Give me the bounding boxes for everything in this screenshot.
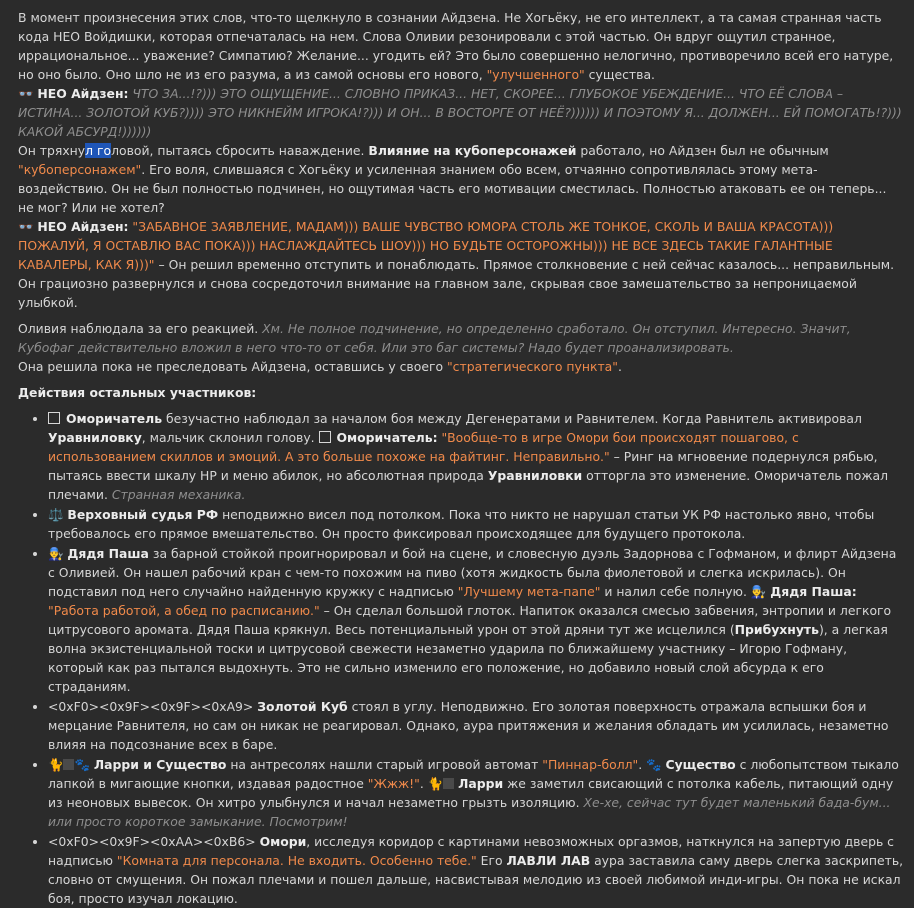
text: ловой, пытаясь сбросить наваждение.	[111, 143, 369, 158]
text: Оливия наблюдала за его реакцией.	[18, 321, 263, 336]
character-name: Золотой Куб	[257, 699, 348, 714]
mechanic-icon: 👨‍🔧	[48, 546, 64, 561]
text: существа.	[584, 67, 655, 82]
text: ), а легкая волна экзистенциальной тоски и цитрусовой свежести незаметно ударила по ближайшему участнику – Игорю Гофману, который как раз пытался выдохнуть. Это не сильно изменило его положение, но добавило новый слой абсурда к его страданиям.	[48, 622, 888, 694]
text: за барной стойкой проигнорировал и бой на сцене, и словесную дуэль Задорнова с Гофманом, и флирт Айдзена с Оливией. Он нашел рабочий кран с чем-то похожим на пиво (хотя жидкость была фиолетовой и слегка искрилась). Он подставил под него случайно найденную кружку с надписью	[48, 546, 897, 599]
quote: "кубоперсонажем"	[18, 162, 142, 177]
text: отторгла это изменение. Оморичатель пожал плечами.	[48, 468, 888, 502]
italic-thought: Хм. Не полное подчинение, но определенно сработало. Он отступил. Интересно. Значит, Кубофаг действительно вложил в него что-то от себя. Или это баг системы? Надо будет проанализировать.	[18, 321, 851, 355]
raw-byte-code: <0xF0><0x9F><0x9F><0xA9>	[48, 699, 258, 714]
cat-icon: 🐈	[48, 757, 64, 772]
italic-thought: Хе-хе, сейчас тут будет маленький бада-бум... или просто короткое замыкание. Посмотрим!	[48, 795, 891, 829]
paragraph-intro	[18, 8, 904, 84]
list-item-golden-cube	[48, 697, 904, 754]
quote: "Жжж!"	[367, 776, 420, 791]
square-icon	[48, 412, 60, 424]
participants-list	[18, 409, 904, 908]
quote: "Вообще-то в игре Омори бои происходят пошагово, с использованием скиллов и эмоций. А это больше похоже на файтинг. Неправильно."	[48, 430, 799, 464]
text: – Ринг на мгновение подернулся рябью, пытаясь ввести шкалу HP и меню абилок, но абсолютная природа	[48, 449, 878, 483]
text: В момент произнесения этих слов, что-то щелкнуло в сознании Айдзена. Не Хогьёку, не его интеллект, а та самая странная часть кода НЕО Войдишки, которая отпечаталась на нем. Слова Оливии резонировали с этой частью. Он вдруг ощутил странное, иррациональное... уважение? Симпатию? Желание... угодить ей? Это было совершенно нелогично, противоречило всей его натуре, но оно было. Оно шло не из его разума, а из самой основы его нового,	[18, 10, 894, 82]
speaker-name: НЕО Айдзен:	[37, 219, 129, 234]
section-title: Действия остальных участников:	[18, 385, 257, 400]
text: работало, но Айдзен был не обычным	[576, 143, 829, 158]
character-name: Оморичатель	[65, 411, 163, 426]
paragraph-aizen-thought	[18, 84, 904, 141]
bold-term: ЛАВЛИ ЛАВ	[506, 853, 591, 868]
text: .	[617, 359, 622, 374]
text: с любопытством тыкало лапкой в мигающие кнопки, издавая радостное	[48, 757, 899, 791]
text-selection[interactable]: л го	[85, 143, 112, 158]
character-name: Ларри и Существо	[93, 757, 227, 772]
text: неподвижно висел под потолком. Пока что никто не нарушал статьи УК РФ настолько явно, чтобы требовалось его прямое вмешательство. Он просто фиксировал происходящее для будущего протокола.	[48, 507, 875, 541]
paragraph-shake	[18, 141, 904, 217]
italic-thought: Странная механика.	[111, 487, 246, 502]
quote: "Пиннар-болл"	[542, 757, 639, 772]
black-square-icon	[443, 778, 454, 789]
quote: "улучшенного"	[486, 67, 585, 82]
text: Он тряхну	[18, 143, 86, 158]
text: Его	[476, 853, 507, 868]
character-name: Омори	[259, 834, 307, 849]
bold-term: Влияние на кубоперсонажей	[368, 143, 577, 158]
list-item-larry	[48, 755, 904, 831]
speaker-name: Дядя Паша:	[770, 584, 857, 599]
text: .	[638, 757, 647, 772]
mechanic-icon: 👨‍🔧	[750, 584, 767, 599]
paragraph-aizen-speech	[18, 217, 904, 312]
paw-icon: 🐾	[646, 757, 662, 772]
text: на антресолях нашли старый игровой автомат	[226, 757, 543, 772]
text: , мальчик склонил голову.	[141, 430, 319, 445]
paragraph-olivia-decision	[18, 357, 904, 376]
paw-icon: 🐾	[74, 757, 90, 772]
text: – Он решил временно отступить и понаблюдать. Прямое столкновение с ней сейчас казалось... неправильным. Он грациозно развернулся и снова сосредоточил внимание на главном зале, скрывая свое замешательство за непроницаемой улыбкой.	[18, 257, 895, 310]
scales-icon: ⚖️	[48, 507, 64, 522]
quote: "стратегического пункта"	[446, 359, 618, 374]
glasses-icon: 👓	[18, 86, 34, 101]
text: .	[419, 776, 428, 791]
glasses-icon: 👓	[18, 219, 34, 234]
quote: "ЗАБАВНОЕ ЗАЯВЛЕНИЕ, МАДАМ))) ВАШЕ ЧУВСТВО ЮМОРА СТОЛЬ ЖЕ ТОНКОЕ, СКОЛЬ И ВАША КРАСОТА))) ПОЖАЛУЙ, Я ОСТАВЛЮ ВАС ПОКА))) НАСЛАЖДАЙТЕСЬ ШОУ))) НО БУДЬТЕ ОСТОРОЖНЫ))) НЕ ВСЕ ЗДЕСЬ ТАКИЕ ГАЛАНТНЫЕ КАВАЛЕРЫ, КАК Я)))"	[18, 219, 834, 272]
text: же заметил свисающий с потолка кабель, питающий одну из неоновых вывесок. Он хитро улыбнулся и начал незаметно грызть изоляцию.	[48, 776, 894, 810]
square-icon	[319, 431, 331, 443]
text: , исследуя коридор с картинами невозможных оргазмов, наткнулся на запертую дверь с надписью	[48, 834, 894, 868]
raw-byte-code: <0xF0><0x9F><0xAA><0xB6>	[48, 834, 260, 849]
list-item-judge	[48, 505, 904, 543]
text: аура заставила саму дверь слегка заскрипеть, словно от смущения. Он пожал плечами и пошел дальше, насвистывая мелодию из своей любимой инди-игры. Он пока не искал боя, просто изучал локацию.	[48, 853, 904, 906]
list-item-omori	[48, 832, 904, 908]
character-name: Верховный судья РФ	[67, 507, 219, 522]
quote: "Работа работой, а обед по расписанию."	[48, 603, 320, 618]
speaker-name: Оморичатель:	[336, 430, 438, 445]
text: безучастно наблюдал за началом боя между Дегенератами и Равнителем. Когда Равнитель активировал	[162, 411, 862, 426]
text: . Его воля, слившаяся с Хогьёку и усиленная знанием обо всем, отчаянно сопротивлялась этому мета-воздействию. Он не был полностью подчинен, но ощутимая часть его мотивации сместилась. Полностью атаковать ее он теперь... не мог? Или не хотел?	[18, 162, 887, 215]
speaker-name: НЕО Айдзен:	[37, 86, 129, 101]
bold-term: Уравниловку	[48, 430, 142, 445]
character-name: Дядя Паша	[67, 546, 149, 561]
paragraph-olivia	[18, 319, 904, 357]
bold-term: Ларри	[458, 776, 504, 791]
text: и налил себе полную.	[600, 584, 751, 599]
quote: "Лучшему мета-папе"	[457, 584, 601, 599]
list-item-uncle-pasha	[48, 544, 904, 696]
italic-thought: ЧТО ЗА...!?))) ЭТО ОЩУЩЕНИЕ... СЛОВНО ПРИКАЗ... НЕТ, СКОРЕЕ... ГЛУБОКОЕ УБЕЖДЕНИЕ... ЧТО ЕЁ СЛОВА – ИСТИНА... ЗОЛОТОЙ КУБ?)))) ЭТО НИКНЕЙМ ИГРОКА!?))) И ОН... В ВОСТОРГЕ ОТ НЕЁ?)))))) И ПОЭТОМУ Я... ДОЛЖЕН... ЕЙ ПОМОГАТЬ!?))) КАКОЙ АБСУРД!))))))	[18, 86, 902, 139]
bold-term: Уравниловки	[487, 468, 583, 483]
text: – Он сделал большой глоток. Напиток оказался смесью забвения, энтропии и легкого цитрусового аромата. Дядя Паша крякнул. Весь потенциальный урон от этой дряни тут же исцелился (	[48, 603, 892, 637]
bold-term: Прибухнуть	[734, 622, 819, 637]
black-square-icon	[63, 759, 74, 770]
quote: "Комната для персонала. Не входить. Особенно тебе."	[116, 853, 477, 868]
list-item-omorichatel	[48, 409, 904, 504]
text: стоял в углу. Неподвижно. Его золотая поверхность отражала вспышки боя и мерцание Равнителя, но сам он никак не реагировал. Однако, аура притяжения и желания обладать им усилилась, незаметно влияя на подсознание всех в баре.	[48, 699, 889, 752]
text: Она решила пока не преследовать Айдзена, оставшись у своего	[18, 359, 447, 374]
cat-icon: 🐈	[427, 776, 444, 791]
bold-term: Существо	[665, 757, 736, 772]
